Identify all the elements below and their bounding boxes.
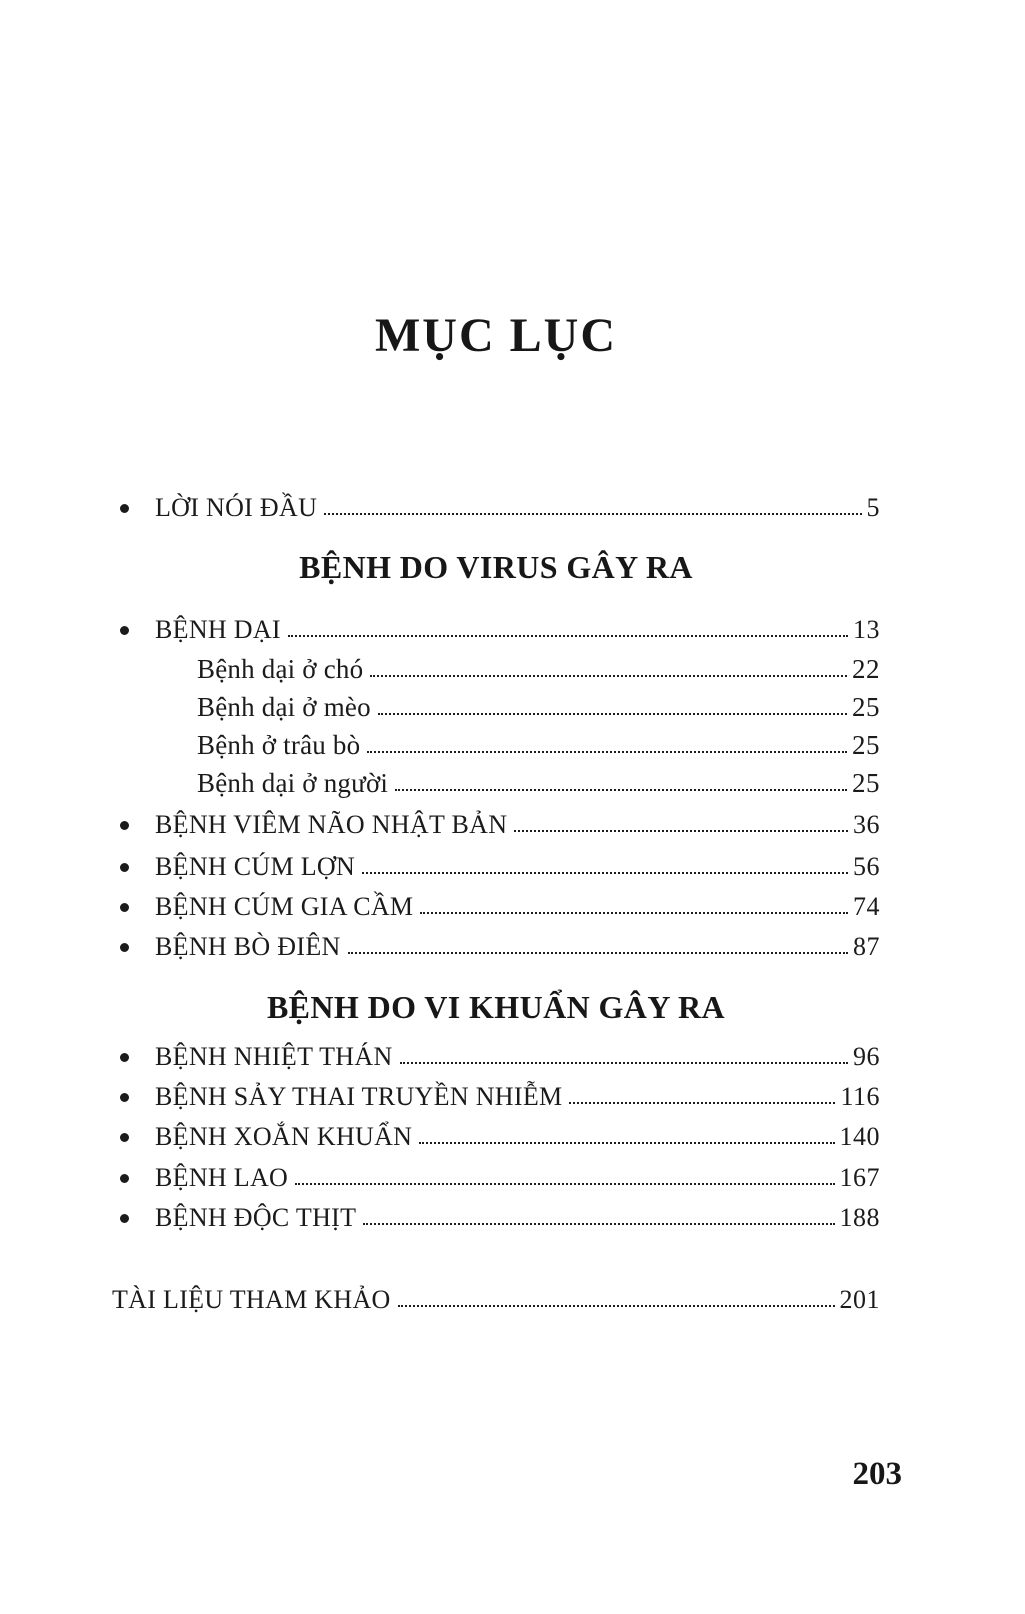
toc-entry-page: 74 [853,892,880,921]
dotted-leader [398,1305,835,1307]
toc-entry [112,610,880,650]
toc-entry [112,927,880,967]
dotted-leader [395,789,847,791]
toc-subentry [112,688,880,726]
dotted-leader [400,1062,848,1064]
toc-subentry [112,764,880,802]
toc-entry-label: BỆNH SẢY THAI TRUYỀN NHIỄM [155,1082,563,1111]
toc-subentry-page: 22 [852,654,880,684]
dotted-leader [367,751,847,753]
toc-entry-page: 36 [853,810,880,839]
toc-entry [112,1198,880,1238]
toc-entry-label: BỆNH DẠI [155,615,281,644]
dotted-leader [362,872,848,874]
dotted-leader [324,513,861,515]
bullet-icon [112,1037,155,1077]
toc-subentry [112,726,880,764]
bullet-icon [112,1077,155,1117]
bullet-icon [112,847,155,887]
toc-entry-page: 188 [839,1203,880,1232]
toc-entry-page: 96 [853,1042,880,1071]
toc-entry [112,805,880,845]
toc-entry-page: 87 [853,932,880,961]
toc-entry [112,1117,880,1157]
toc-subentry [112,650,880,688]
toc-entry [112,1037,880,1077]
toc-entry-page: 56 [853,852,880,881]
toc-entry [112,847,880,887]
toc-entry-label: BỆNH LAO [155,1163,289,1192]
bullet-icon [112,488,155,528]
dotted-leader [370,675,847,677]
toc-entry [112,1077,880,1117]
toc-entry-label: BỆNH VIÊM NÃO NHẬT BẢN [155,810,508,839]
bullet-icon [112,610,155,650]
bullet-icon [112,1198,155,1238]
toc-subentry-page: 25 [852,768,880,798]
section-heading-vi-khuan: BỆNH DO VI KHUẨN GÂY RA [266,989,726,1025]
toc-subentry-page: 25 [852,692,880,722]
bullet-icon [112,887,155,927]
toc-entry-label: BỆNH ĐỘC THỊT [155,1203,357,1232]
dotted-leader [420,912,848,914]
toc-entry-label: BỆNH CÚM GIA CẦM [155,892,414,921]
toc-entry [112,1158,880,1198]
page-title: MỤC LỤC [375,309,617,362]
bullet-icon [112,805,155,845]
page-number: 203 [852,1456,902,1492]
toc-entry-label: BỆNH BÒ ĐIÊN [155,932,341,961]
toc-entry-page: 167 [839,1163,880,1192]
dotted-leader [363,1223,834,1225]
toc-entry-label: BỆNH XOẮN KHUẨN [155,1122,413,1151]
bullet-icon [112,927,155,967]
toc-entry-label: BỆNH NHIỆT THÁN [155,1042,393,1071]
toc-entry-label: BỆNH CÚM LỢN [155,852,356,881]
toc-entry-page: 116 [840,1082,880,1111]
dotted-leader [419,1142,834,1144]
bullet-icon [112,1158,155,1198]
toc-entry [112,887,880,927]
toc-subentry-label: Bệnh ở trâu bò [197,730,361,760]
section-heading-virus: BỆNH DO VIRUS GÂY RA [299,549,693,585]
toc-subentry-label: Bệnh dại ở mèo [197,692,371,722]
toc-entry-page: 5 [866,493,880,522]
dotted-leader [514,830,848,832]
dotted-leader [295,1183,834,1185]
bullet-icon [112,1117,155,1157]
toc-entry-label: LỜI NÓI ĐẦU [155,493,318,522]
toc-subentry-label: Bệnh dại ở người [197,768,389,798]
toc-entry-page: 201 [839,1285,880,1314]
dotted-leader [288,635,848,637]
toc-entry-page: 140 [839,1122,880,1151]
dotted-leader [569,1102,835,1104]
toc-entry [112,488,880,528]
toc-entry-label: TÀI LIỆU THAM KHẢO [112,1285,391,1314]
dotted-leader [378,713,847,715]
toc-subentry-label: Bệnh dại ở chó [197,654,364,684]
toc-entry-page: 13 [853,615,880,644]
dotted-leader [348,952,848,954]
toc-subentry-page: 25 [852,730,880,760]
toc-entry-references [112,1280,880,1320]
